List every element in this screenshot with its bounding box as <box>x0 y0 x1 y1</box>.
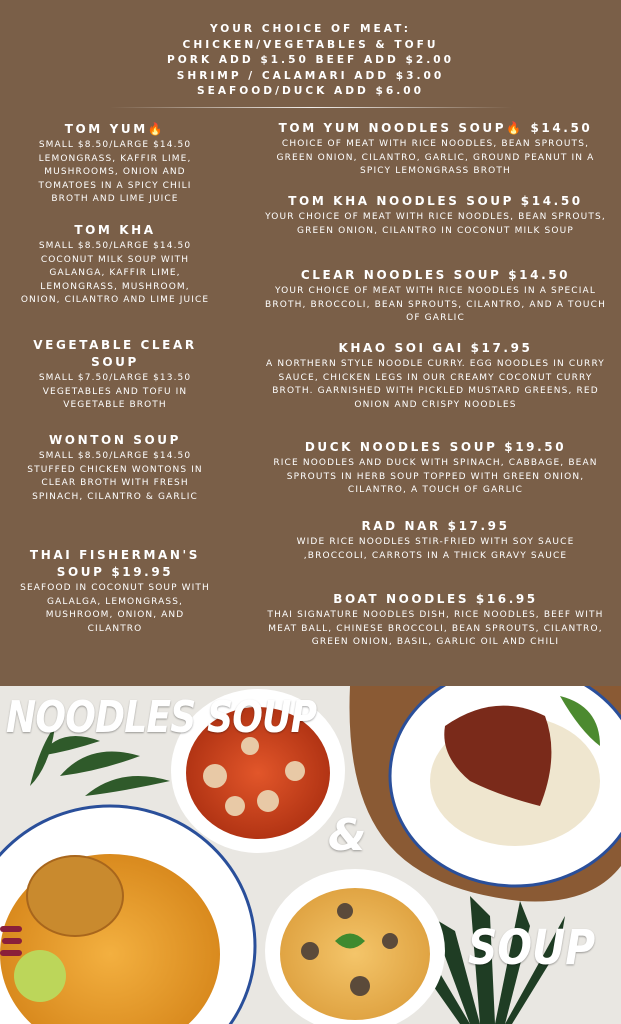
item-description: WIDE RICE NOODLES STIR-FRIED WITH SOY SAUCE ,BROCCOLI, CARROTS IN A THICK GRAVY SAUCE <box>296 537 575 561</box>
item-title: TOM KHA NOODLES SOUP $14.50 <box>288 194 583 208</box>
item-description: CHOICE OF MEAT WITH RICE NOODLES, BEAN SPROUTS, GREEN ONION, CILANTRO, GARLIC, GROUND PEANUT IN A SPICY LEMONGRASS BROTH <box>276 139 595 176</box>
banner-noodles-soup: NOODLES SOUP <box>6 692 317 743</box>
item-title: CLEAR NOODLES SOUP $14.50 <box>300 268 571 282</box>
item-description: SEAFOOD IN COCONUT SOUP WITH GALALGA, LEMONGRASS, MUSHROOM, ONION, AND CILANTRO <box>20 583 210 634</box>
food-photo <box>0 686 621 1024</box>
header-line: YOUR CHOICE OF MEAT: <box>209 23 411 35</box>
item-description: YOUR CHOICE OF MEAT WITH RICE NOODLES IN A SPECIAL BROTH, BROCCOLI, BEAN SPROUTS, CILANTRO, AND A TOUCH OF GARLIC <box>265 286 606 323</box>
item-description: SMALL $8.50/LARGE $14.50 STUFFED CHICKEN WONTONS IN CLEAR BROTH WITH FRESH SPINACH, CILANTRO & GARLIC <box>27 451 203 502</box>
menu-item-duck-noodles-soup <box>263 439 608 498</box>
header-line: SEAFOOD/DUCK ADD $6.00 <box>196 85 425 97</box>
lime-wedge <box>14 950 66 1002</box>
menu-item-boat-noodles <box>263 591 608 650</box>
item-description: SMALL $8.50/LARGE $14.50 LEMONGRASS, KAFFIR LIME, MUSHROOMS, ONION AND TOMATOES IN A SPICY CHILI BROTH AND LIME JUICE <box>38 140 192 204</box>
item-title: DUCK NOODLES SOUP $19.50 <box>304 440 567 454</box>
menu-item-tom-kha <box>20 222 210 308</box>
item-title: TOM YUM🔥 <box>64 122 166 136</box>
menu-item-wonton-soup <box>20 432 210 504</box>
item-title: THAI FISHERMAN'S SOUP $19.95 <box>29 548 201 579</box>
banner-soup: SOUP <box>468 920 596 976</box>
item-title: KHAO SOI GAI $17.95 <box>338 341 533 355</box>
meat-choice-header <box>0 22 621 100</box>
menu-item-tom-kha-noodles-soup <box>263 193 608 238</box>
header-line: SHRIMP / CALAMARI ADD $3.00 <box>176 69 445 82</box>
menu-item-khao-soi-gai <box>263 340 608 412</box>
item-description: THAI SIGNATURE NOODLES DISH, RICE NOODLES, BEEF WITH MEAT BALL, CHINESE BROCCOLI, BEAN SPROUTS, CILANTRO, GREEN ONION, BASIL, GARLIC OIL AND CHILI <box>267 610 604 647</box>
header-divider <box>110 107 512 108</box>
menu-item-tom-yum-noodles-soup <box>263 120 608 179</box>
item-title: WONTON SOUP <box>48 433 182 447</box>
banner-ampersand: & <box>328 810 367 861</box>
header-line: PORK ADD $1.50 BEEF ADD $2.00 <box>167 54 454 66</box>
item-title: RAD NAR $17.95 <box>361 519 510 533</box>
menu-item-vegetable-clear-soup <box>20 337 210 413</box>
item-title: BOAT NOODLES $16.95 <box>333 592 538 606</box>
item-description: A NORTHERN STYLE NOODLE CURRY. EGG NOODLES IN CURRY SAUCE, CHICKEN LEGS IN OUR CREAMY COCONUT CURRY BROTH. GARNISHED WITH PICKLED MUSTARD GREENS, RED ONION AND CRISPY NOODLES <box>266 359 605 410</box>
item-title: TOM YUM NOODLES SOUP🔥 $14.50 <box>278 121 593 135</box>
item-title: TOM KHA <box>74 223 156 237</box>
header-line: CHICKEN/VEGETABLES & TOFU <box>182 38 439 51</box>
item-description: SMALL $8.50/LARGE $14.50 COCONUT MILK SOUP WITH GALANGA, KAFFIR LIME, LEMONGRASS, MUSHROOM, ONION, CILANTRO AND LIME JUICE <box>20 241 210 305</box>
item-description: YOUR CHOICE OF MEAT WITH RICE NOODLES, BEAN SPROUTS, GREEN ONION, CILANTRO IN COCONUT MILK SOUP <box>265 212 606 236</box>
red-onion <box>0 926 22 956</box>
item-title: VEGETABLE CLEAR SOUP <box>33 338 197 369</box>
menu-item-thai-fisherman-soup <box>20 547 210 636</box>
menu-item-clear-noodles-soup <box>263 267 608 326</box>
menu-item-tom-yum <box>20 121 210 207</box>
crispy-noodles <box>27 856 123 936</box>
menu-item-rad-nar <box>263 518 608 563</box>
item-description: SMALL $7.50/LARGE $13.50 VEGETABLES AND TOFU IN VEGETABLE BROTH <box>38 373 192 410</box>
item-description: RICE NOODLES AND DUCK WITH SPINACH, CABBAGE, BEAN SPROUTS IN HERB SOUP TOPPED WITH GREEN ONION, CILANTRO, A TOUCH OF GARLIC <box>273 458 598 495</box>
